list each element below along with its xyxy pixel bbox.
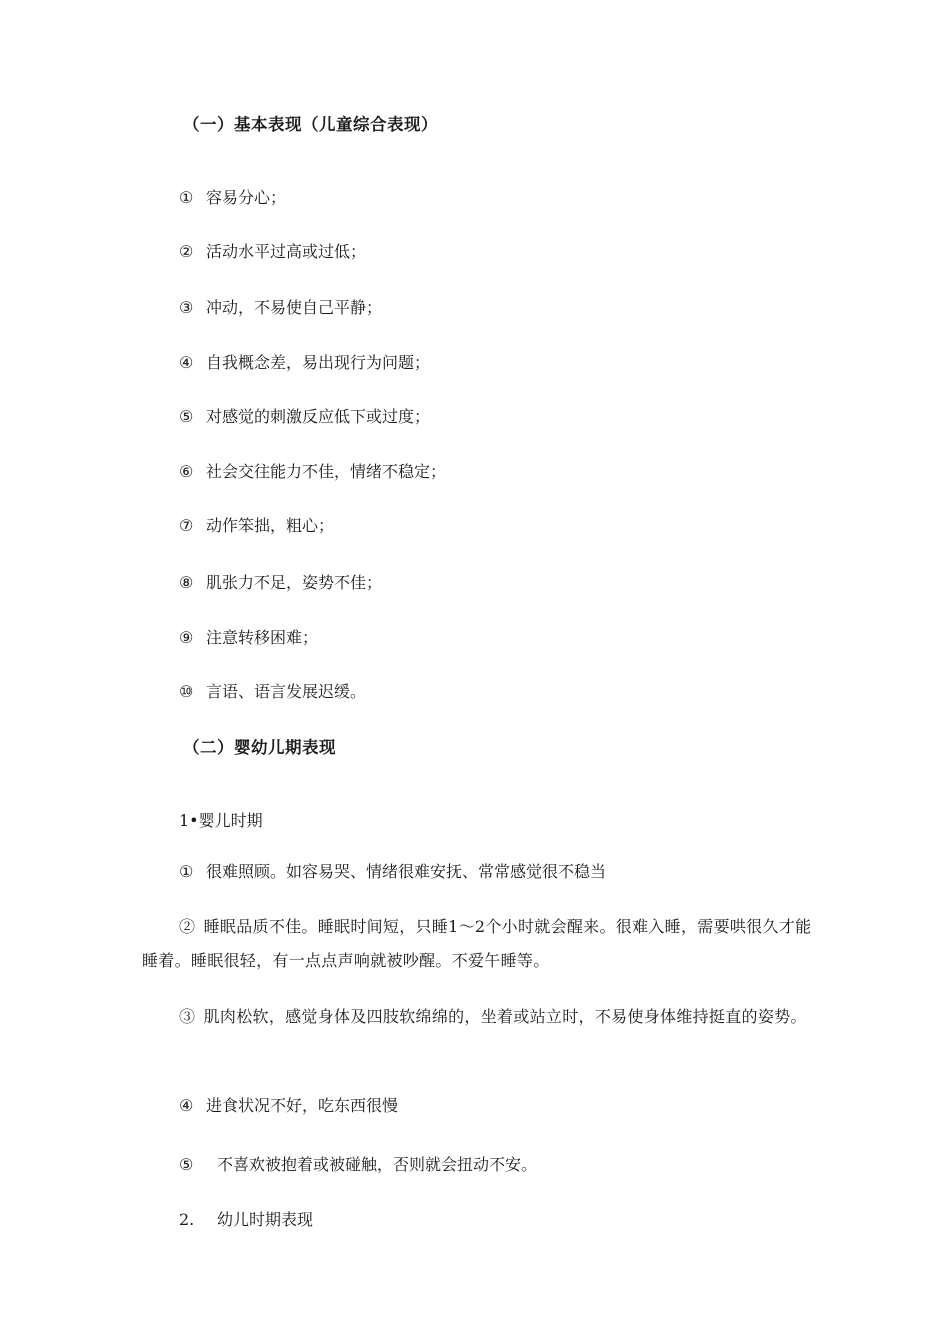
item-number: ④ — [179, 1096, 194, 1115]
item-number: ⑨ — [179, 628, 194, 647]
list-item — [179, 516, 334, 536]
list-item — [179, 353, 430, 373]
list-item — [179, 242, 366, 262]
list-item — [179, 462, 446, 482]
item-text: 注意转移困难； — [206, 628, 319, 647]
list-item — [179, 862, 606, 882]
list-item — [179, 682, 366, 702]
item-text: 动作笨拙，粗心； — [206, 516, 335, 535]
list-item — [179, 1155, 537, 1175]
item-number: ① — [179, 862, 194, 881]
item-text: 很难照顾。如容易哭、情绪很难安抚、常常感觉很不稳当 — [206, 862, 607, 881]
item-number: ⑤ — [179, 1155, 194, 1174]
item-text: 进食状况不好，吃东西很慢 — [206, 1096, 399, 1115]
item-number: ③ — [179, 298, 194, 317]
list-item — [179, 298, 382, 318]
item-text: 自我概念差，易出现行为问题； — [206, 353, 431, 372]
item-text: 肌张力不足，姿势不佳； — [206, 573, 383, 592]
item-number: ③ — [179, 1007, 196, 1026]
list-item — [179, 188, 286, 208]
item-number: ⑩ — [179, 682, 194, 701]
list-item — [142, 1000, 812, 1034]
item-text: 社会交往能力不佳，情绪不稳定； — [206, 462, 447, 481]
item-number: ⑥ — [179, 462, 194, 481]
list-item — [179, 573, 382, 593]
item-number: ⑦ — [179, 516, 194, 535]
list-item — [179, 1096, 398, 1116]
item-text: 肌肉松软，感觉身体及四肢软绵绵的，坐着或站立时，不易使身体维持挺直的姿势。 — [203, 1007, 807, 1026]
item-number: ⑧ — [179, 573, 194, 592]
item-text: 冲动，不易使自己平静； — [206, 298, 383, 317]
item-text: 活动水平过高或过低； — [206, 242, 367, 261]
item-text: 对感觉的刺激反应低下或过度； — [206, 407, 431, 426]
section-2-title: （二）婴幼儿期表现 — [183, 738, 336, 757]
item-number: ② — [179, 242, 194, 261]
subsection-title — [179, 1210, 313, 1230]
list-item — [179, 628, 318, 648]
list-item — [142, 910, 812, 978]
item-text: 不喜欢被抱着或被碰触，否则就会扭动不安。 — [217, 1155, 538, 1174]
item-number: ① — [179, 188, 194, 207]
subsection-text: 幼儿时期表现 — [217, 1210, 314, 1229]
subsection-title: 1•婴儿时期 — [179, 811, 263, 830]
subsection-number: 2. — [179, 1210, 195, 1229]
item-text: 睡眠品质不佳。睡眠时间短，只睡1〜2个小时就会醒来。很难入睡，需要哄很久才能睡着。睡眠很轻，有一点点声响就被吵醒。不爱午睡等。 — [142, 917, 812, 970]
item-number: ⑤ — [179, 407, 194, 426]
list-item — [179, 407, 430, 427]
item-number: ② — [179, 917, 196, 936]
section-1-title: （一）基本表现（儿童综合表现） — [183, 115, 438, 134]
item-text: 言语、语言发展迟缓。 — [206, 682, 367, 701]
item-text: 容易分心； — [206, 188, 287, 207]
item-number: ④ — [179, 353, 194, 372]
